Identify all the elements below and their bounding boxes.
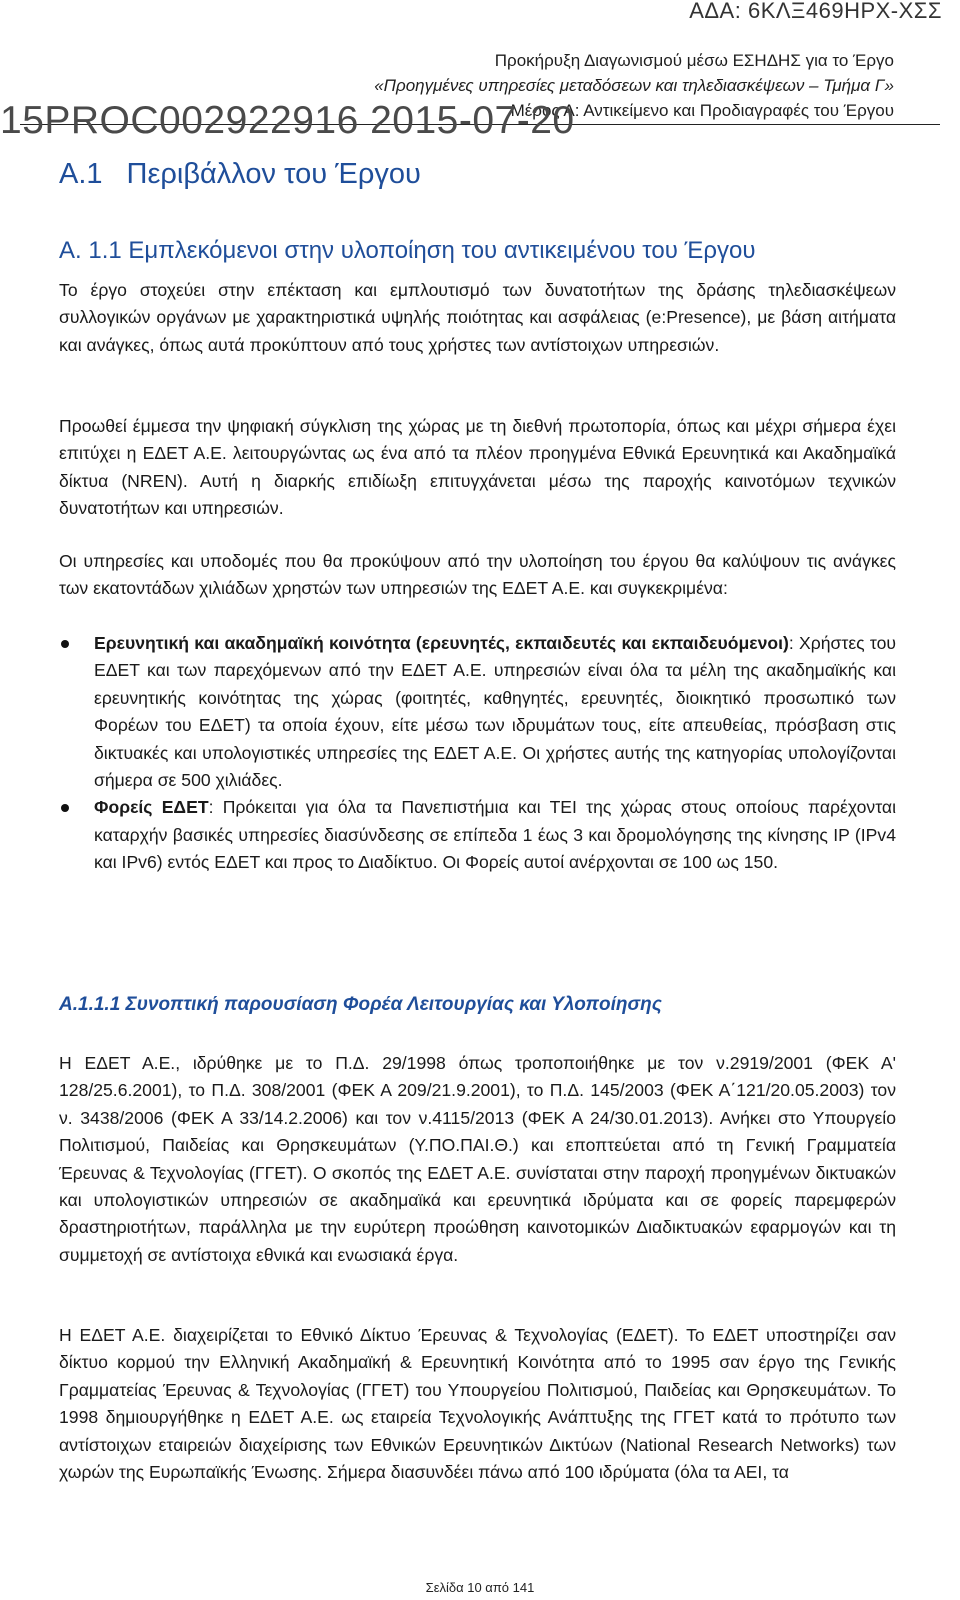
page-number: Σελίδα 10 από 141 (425, 1580, 535, 1595)
section-title: Περιβάλλον του Έργου (126, 158, 421, 190)
section-number: Α.1 (59, 158, 103, 190)
paragraph-5 (59, 1322, 896, 1486)
list-item (59, 794, 896, 876)
paragraph-1 (59, 277, 896, 359)
paragraph-text: Το έργο στοχεύει στην επέκταση και εμπλουτισμό των δυνατοτήτων της δράσης τηλεδιασκέψεων συλλογικών οργάνων με χαρακτηριστικά υψηλής ποιότητας και ασφάλειας (e:Presence), με βάση αιτήματα και ανάγκες, όπως αυτά προκύπτουν από τους χρήστες των αντίστοιχων υπηρεσιών. (59, 280, 896, 355)
header-line-1: Προκήρυξη Διαγωνισμού μέσω ΕΣΗΔΗΣ για το Έργο (494, 51, 894, 70)
list-item-title: Φορείς ΕΔΕΤ (94, 797, 209, 818)
list-item (59, 630, 896, 794)
paragraph-text: Προωθεί έμμεσα την ψηφιακή σύγκλιση της χώρας με τη διεθνή πρωτοπορία, όπως και μέχρι σήμερα έχει επιτύχει η ΕΔΕΤ Α.Ε. λειτουργώντας ως ένα από τα πλέον προηγμένα Εθνικά Ερευνητικά και Ακαδημαϊκά δίκτυα (NREN). Αυτή η διαρκής επιδίωξη επιτυγχάνεται μέσω της παροχής καινοτόμων τεχνικών δυνατοτήτων και υπηρεσιών. (59, 416, 896, 519)
paragraph-text: Οι υπηρεσίες και υποδομές που θα προκύψουν από την υλοποίηση του έργου θα καλύψουν τις ανάγκες των εκατοντάδων χιλιάδων χρηστών των υπηρεσιών της ΕΔΕΤ Α.Ε. και συγκεκριμένα: (59, 551, 896, 599)
registry-stamp: 15PROC002922916 2015-07-20 (0, 99, 575, 142)
subsection-heading: Α. 1.1 Εμπλεκόμενοι στην υλοποίηση του αντικειμένου του Έργου (59, 237, 756, 264)
bullet-icon (61, 640, 69, 648)
header-line-3: Μέρος Α: Αντικείμενο και Προδιαγραφές του Έργου (510, 101, 894, 120)
subsubsection-heading: Α.1.1.1 Συνοπτική παρουσίαση Φορέα Λειτουργίας και Υλοποίησης (59, 994, 662, 1015)
paragraph-text: Η ΕΔΕΤ Α.Ε. διαχειρίζεται το Εθνικό Δίκτυο Έρευνας & Τεχνολογίας (ΕΔΕΤ). Το ΕΔΕΤ υποστηρίζει σαν δίκτυο κορμού την Ελληνική Ακαδημαϊκή & Ερευνητική Κοινότητα από το 1995 σαν έργο της Γενικής Γραμματείας Έρευνας & Τεχνολογίας (ΓΓΕΤ) του Υπουργείου Πολιτισμού, Παιδείας και Θρησκευμάτων. Το 1998 δημιουργήθηκε η ΕΔΕΤ Α.Ε. ως εταιρεία Τεχνολογικής Ανάπτυξης της ΓΓΕΤ κατά το πρότυπο των αντίστοιχων εταιρειών διαχείρισης των Εθνικών Ερευνητικών Δικτύων (National Research Networks) των χωρών της Ευρωπαϊκής Ένωσης. Σήμερα διασυνδέει πάνω από 100 ιδρύματα (όλα τα ΑΕΙ, τα (59, 1325, 896, 1483)
paragraph-4 (59, 1050, 896, 1269)
paragraph-2 (59, 413, 896, 523)
list-item-title: Ερευνητική και ακαδημαϊκή κοινότητα (ερευνητές, εκπαιδευτές και εκπαιδευόμενοι) (94, 633, 789, 653)
ada-code: ΑΔΑ: 6ΚΛΞ469ΗΡΧ-ΧΣΣ (689, 0, 942, 23)
list-item-text: : Πρόκειται για όλα τα Πανεπιστήμια και ΤΕΙ της χώρας στους οποίους παρέχονται καταρχήν βασικές υπηρεσίες διασύνδεσης σε επίπεδα 1 έως 3 και δρομολόγησης της κίνησης IP (IPv4 και IPv6) εντός ΕΔΕΤ και προς το Διαδίκτυο. Οι Φορείς αυτοί ανέρχονται σε 100 ως 150. (94, 797, 896, 873)
paragraph-3 (59, 548, 896, 603)
list-item-text: : Χρήστες του ΕΔΕΤ και των παρεχόμενων από την ΕΔΕΤ Α.Ε. υπηρεσιών είναι όλα τα μέλη της ακαδημαϊκής και ερευνητικής κοινότητας της χώρας (φοιτητές, καθηγητές, ερευνητές, διοικητικό προσωπικό των Φορέων του ΕΔΕΤ) τα οποία έχουν, είτε μέσω των ιδρυμάτων τους, είτε απευθείας, πρόσβαση στις δικτυακές και υπολογιστικές υπηρεσίες της ΕΔΕΤ Α.Ε. Οι χρήστες αυτής της κατηγορίας υπολογίζονται σήμερα σε 500 χιλιάδες. (94, 633, 896, 791)
user-groups-list (59, 630, 896, 877)
header-line-2: «Προηγμένες υπηρεσίες μεταδόσεων και τηλεδιασκέψεων – Τμήμα Γ» (374, 76, 894, 95)
bullet-icon (61, 804, 69, 812)
paragraph-text: Η ΕΔΕΤ Α.Ε., ιδρύθηκε με το Π.Δ. 29/1998 όπως τροποποιήθηκε με τον ν.2919/2001 (ΦΕΚ Α' 128/25.6.2001), το Π.Δ. 308/2001 (ΦΕΚ Α 209/21.9.2001), το Π.Δ. 145/2003 (ΦΕΚ Α΄121/20.05.2003) τον ν. 3438/2006 (ΦΕΚ Α 33/14.2.2006) και τον ν.4115/2013 (ΦΕΚ Α 24/30.01.2013). Ανήκει στο Υπουργείο Πολιτισμού, Παιδείας και Θρησκευμάτων (Υ.ΠΟ.ΠΑΙ.Θ.) και εποπτεύεται από τη Γενική Γραμματεία Έρευνας & Τεχνολογίας (ΓΓΕΤ). Ο σκοπός της ΕΔΕΤ Α.Ε. συνίσταται στην παροχή προηγμένων δικτυακών και υπολογιστικών υπηρεσιών σε ακαδημαϊκά και ερευνητικά ιδρύματα και σε φορείς παρεμφερών δραστηριοτήτων, παράλληλα με την ευρύτερη προώθηση καινοτομικών Διαδικτυακών εφαρμογών και τη συμμετοχή σε αντίστοιχα εθνικά και ενωσιακά έργα. (59, 1053, 896, 1265)
section-heading (59, 158, 421, 191)
